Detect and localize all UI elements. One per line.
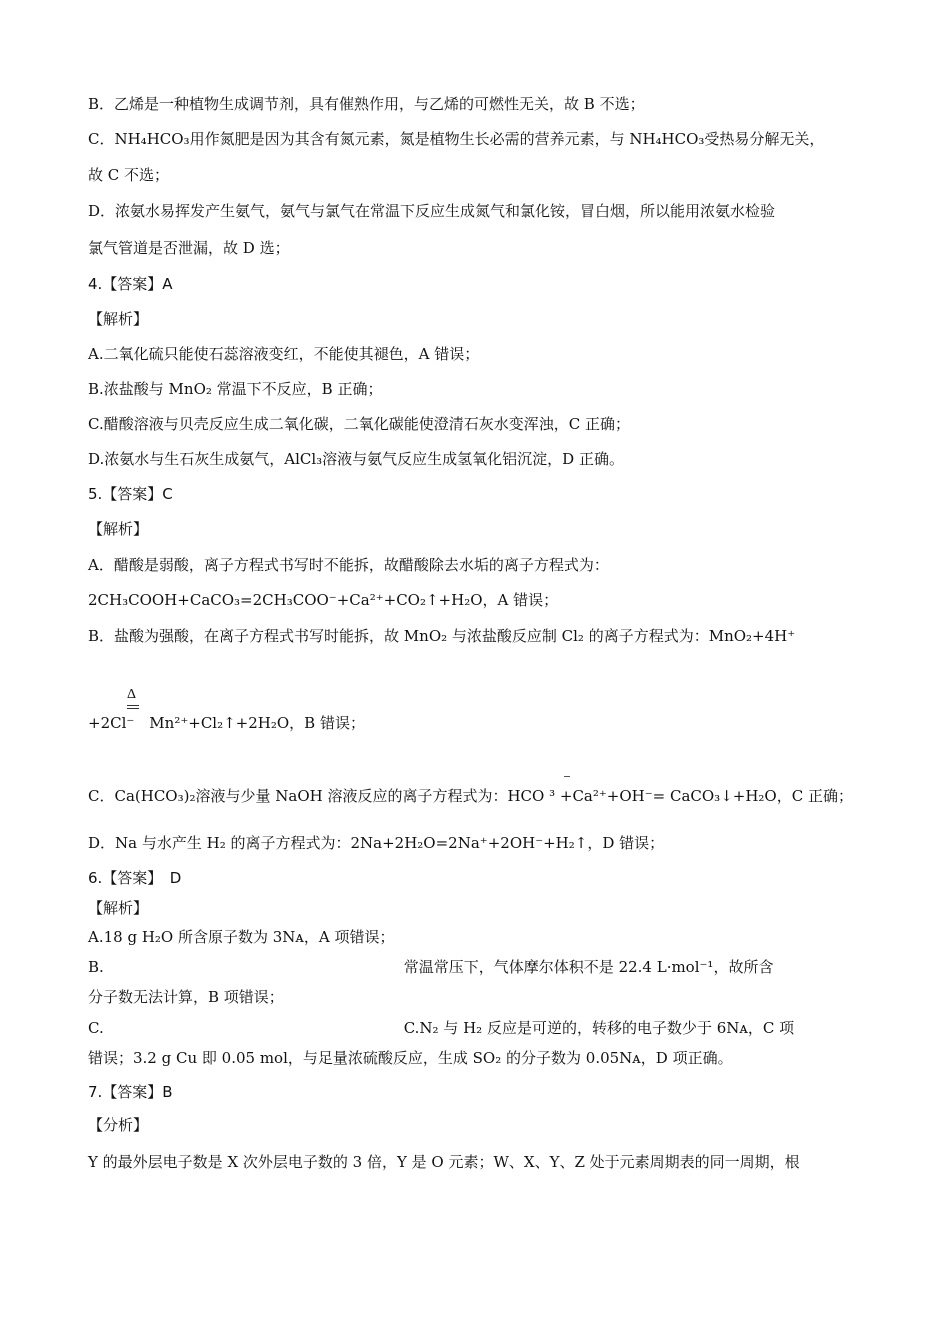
ion-overline (564, 776, 570, 777)
text-line: C．NH₄HCO₃用作氮肥是因为其含有氮元素，氮是植物生长必需的营养元素，与 NH₄HCO₃受热易分解无关， (88, 130, 825, 148)
text-line: B．盐酸为强酸，在离子方程式书写时能拆，故 MnO₂ 与浓盐酸反应制 Cl₂ 的离子方程式为：MnO₂+4H⁺ (88, 627, 796, 645)
analysis-heading: 【解析】 (88, 520, 149, 538)
text-line: B．乙烯是一种植物生成调节剂，具有催熟作用，与乙烯的可燃性无关，故 B 不选； (88, 95, 645, 113)
text-line: D．Na 与水产生 H₂ 的离子方程式为：2Na+2H₂O=2Na⁺+2OH⁻+H₂↑，D 错误； (88, 834, 665, 852)
text-line: 氯气管道是否泄漏，故 D 选； (88, 239, 290, 257)
text-line: B. 常温常压下，气体摩尔体积不是 22.4 L·mol⁻¹，故所含 (88, 958, 774, 976)
analysis-heading: 【分析】 (88, 1116, 149, 1134)
equation-line: 2CH₃COOH+CaCO₃=2CH₃COO⁻+Ca²⁺+CO₂↑+H₂O，A 错误； (88, 591, 559, 609)
text-line: D．浓氨水易挥发产生氨气，氨气与氯气在常温下反应生成氮气和氯化铵，冒白烟，所以能用浓氨水检验 (88, 202, 776, 220)
text-line: B.浓盐酸与 MnO₂ 常温下不反应，B 正确； (88, 380, 383, 398)
answer-heading-4: 4.【答案】A (88, 275, 173, 293)
text-line: 故 C 不选； (88, 166, 170, 184)
text-line: Y 的最外层电子数是 X 次外层电子数的 3 倍，Y 是 O 元素；W、X、Y、Z 处于元素周期表的同一周期，根 (88, 1153, 800, 1171)
heat-delta-symbol: Δ (127, 687, 137, 702)
text-line: C. C.N₂ 与 H₂ 反应是可逆的，转移的电子数少于 6Nᴀ，C 项 (88, 1019, 795, 1037)
text-line: C.醋酸溶液与贝壳反应生成二氧化碳，二氧化碳能使澄清石灰水变浑浊，C 正确； (88, 415, 630, 433)
equation-line: +2Cl⁻ Mn²⁺+Cl₂↑+2H₂O，B 错误； (88, 714, 365, 732)
text-line: A．醋酸是弱酸，离子方程式书写时不能拆，故醋酸除去水垢的离子方程式为： (88, 556, 609, 574)
analysis-heading: 【解析】 (88, 310, 149, 328)
text-line: A.二氧化硫只能使石蕊溶液变红，不能使其褪色，A 错误； (88, 345, 480, 363)
analysis-heading: 【解析】 (88, 899, 149, 917)
text-line: 分子数无法计算，B 项错误； (88, 988, 284, 1006)
answer-heading-5: 5.【答案】C (88, 485, 173, 503)
text-line: A.18 g H₂O 所含原子数为 3Nᴀ，A 项错误； (88, 928, 395, 946)
text-line: 错误；3.2 g Cu 即 0.05 mol，与足量浓硫酸反应，生成 SO₂ 的分子数为 0.05Nᴀ，D 项正确。 (88, 1049, 733, 1067)
answer-heading-6: 6.【答案】 D (88, 869, 182, 887)
equals-line (127, 705, 139, 706)
answer-heading-7: 7.【答案】B (88, 1083, 173, 1101)
text-line: C．Ca(HCO₃)₂溶液与少量 NaOH 溶液反应的离子方程式为：HCO ³ +Ca²⁺+OH⁻= CaCO₃↓+H₂O，C 正确； (88, 787, 853, 805)
text-line: D.浓氨水与生石灰生成氨气，AlCl₃溶液与氨气反应生成氢氧化铝沉淀，D 正确。 (88, 450, 624, 468)
equals-line (127, 708, 139, 709)
